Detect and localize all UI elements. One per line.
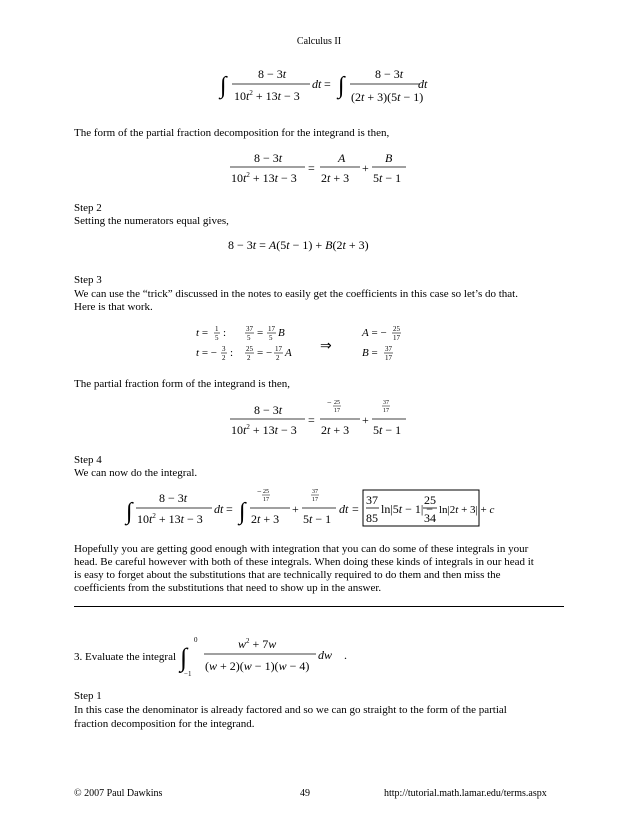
svg-text:w2 + 7w: $w^2 + 7w$ — [238, 637, 277, 651]
svg-text:17: 17 — [334, 408, 340, 414]
equation-trick-work — [196, 322, 436, 364]
svg-text:8 − 3t = A(5t − 1) + B(2t + 3): 8 − 3t = A(5t − 1) + B(2t + 3) — [228, 238, 369, 252]
svg-text:−: − — [327, 398, 332, 407]
eq1-denominator: $10t^2 + 13t - 3$ — [234, 89, 300, 103]
eq1-denominator-factored: (2t + 3)(5t − 1) — [351, 90, 424, 104]
svg-text:17: 17 — [312, 497, 318, 503]
svg-text:17: 17 — [385, 354, 392, 362]
footer-page-number: 49 — [300, 788, 310, 799]
svg-text:B =: B = — [362, 347, 378, 359]
svg-text:5t − 1: 5t − 1 — [303, 512, 332, 526]
svg-text:−1: −1 — [184, 670, 192, 678]
svg-text:−: − — [257, 487, 262, 496]
svg-text:dt: dt — [214, 502, 224, 516]
svg-text:dt: dt — [339, 502, 349, 516]
problem3-prefix: 3. Evaluate the integral — [74, 651, 177, 663]
step3-line1: We can use the “trick” discussed in the notes to easily get the coefficients in this case so let’s do that. — [74, 288, 518, 300]
svg-text::: : — [223, 327, 227, 339]
svg-text:37: 37 — [383, 400, 389, 406]
svg-text:17: 17 — [263, 497, 269, 503]
svg-text:2: 2 — [276, 354, 280, 362]
step2-label: Step 2 — [74, 202, 102, 214]
svg-text:5: 5 — [215, 334, 219, 342]
svg-text:ln|5t − 1| −: ln|5t − 1| − — [381, 502, 434, 516]
eq1-numerator: 8 − 3t — [258, 67, 287, 81]
svg-text:3: 3 — [222, 345, 226, 353]
svg-text:1: 1 — [215, 325, 219, 333]
footer-url[interactable]: http://tutorial.math.lamar.edu/terms.aspx — [384, 788, 547, 799]
step1-label: Step 1 — [74, 690, 102, 702]
svg-text:2: 2 — [247, 354, 251, 362]
svg-text:8 − 3t: 8 − 3t — [254, 151, 283, 165]
closing-line-3: is easy to forget about the substitutions that are technically required to do them and then miss the — [74, 569, 501, 581]
footer-copyright: © 2007 Paul Dawkins — [74, 788, 163, 799]
svg-text:∫: ∫ — [126, 499, 133, 525]
svg-text:8 − 3t: 8 − 3t — [375, 67, 404, 81]
svg-text:=: = — [352, 502, 359, 516]
svg-text:⇒: ⇒ — [320, 339, 332, 354]
svg-text:A = −: A = − — [362, 327, 387, 339]
svg-text:34: 34 — [424, 511, 436, 525]
section-divider — [74, 606, 564, 607]
step4-text: We can now do the integral. — [74, 467, 198, 479]
svg-text:=: = — [308, 413, 315, 427]
svg-text:5t − 1: 5t − 1 — [373, 171, 402, 185]
svg-text:=: = — [257, 327, 264, 339]
svg-text:∫: ∫ — [338, 73, 345, 99]
step3-label: Step 3 — [74, 274, 102, 286]
svg-text:B: B — [385, 151, 393, 165]
step2-text: Setting the numerators equal gives, — [74, 215, 229, 227]
svg-text:25: 25 — [334, 400, 340, 406]
equation-final-integral — [126, 486, 495, 530]
paragraph-form-of-decomposition: The form of the partial fraction decomposition for the integrand is then, — [74, 127, 390, 139]
svg-text:∫: ∫ — [180, 643, 188, 672]
svg-text:8 − 3t: 8 − 3t — [254, 403, 283, 417]
svg-text:8 − 3t: 8 − 3t — [159, 491, 188, 505]
svg-text:+: + — [362, 413, 369, 427]
svg-text:10t2 + 13t − 3: $10t^2 + 13t - 3$ — [231, 171, 297, 185]
step1-line1: In this case the denominator is already factored and so we can go straight to the form of the partial — [74, 704, 507, 716]
svg-text:ln|2t + 3| + c: ln|2t + 3| + c — [439, 504, 495, 516]
svg-text:5: 5 — [247, 334, 251, 342]
svg-text:.: . — [344, 648, 347, 662]
svg-text:37: 37 — [366, 493, 378, 507]
svg-text:2: 2 — [222, 354, 226, 362]
svg-text:2t + 3: 2t + 3 — [251, 512, 280, 526]
svg-text:25: 25 — [263, 489, 269, 495]
svg-text:17: 17 — [383, 408, 389, 414]
svg-text:=: = — [226, 502, 233, 516]
svg-text:A: A — [285, 347, 292, 359]
svg-text:(w + 2)(w − 1)(w − 4): (w + 2)(w − 1)(w − 4) — [205, 659, 310, 673]
svg-text:10t2 + 13t − 3: $10t^2 + 13t - 3$ — [137, 512, 203, 526]
equation-numerators — [226, 234, 426, 256]
svg-text:17: 17 — [268, 325, 275, 333]
step4-label: Step 4 — [74, 454, 102, 466]
svg-text:+: + — [292, 502, 299, 516]
svg-text:37: 37 — [385, 345, 392, 353]
paragraph-partial-fraction-form: The partial fraction form of the integrand is then, — [74, 378, 290, 390]
svg-text:A: A — [338, 151, 346, 165]
svg-text:2t + 3: 2t + 3 — [321, 423, 350, 437]
svg-text::: : — [230, 347, 234, 359]
equation-problem3-integral — [180, 632, 360, 678]
svg-text:25: 25 — [424, 493, 436, 507]
svg-text:=: = — [324, 77, 331, 91]
svg-text:17: 17 — [393, 334, 400, 342]
svg-text:5t − 1: 5t − 1 — [373, 423, 402, 437]
svg-text:B: B — [278, 327, 285, 339]
closing-line-4: coefficients from the substitutions that need to show up in the answer. — [74, 582, 382, 594]
svg-text:85: 85 — [366, 511, 378, 525]
svg-text:= −: = − — [257, 347, 273, 359]
svg-text:10t2 + 13t − 3: $10t^2 + 13t - 3$ — [231, 423, 297, 437]
step1-line2: fraction decomposition for the integrand. — [74, 718, 255, 730]
closing-line-1: Hopefully you are getting good enough with integration that you can do some of these integrals in your — [74, 543, 529, 555]
svg-text:37: 37 — [246, 325, 253, 333]
svg-text:0: 0 — [194, 636, 198, 644]
svg-text:25: 25 — [393, 325, 400, 333]
equation-partial-fraction-values — [228, 398, 408, 440]
page-header: Calculus II — [296, 36, 342, 47]
svg-text:17: 17 — [275, 345, 282, 353]
svg-text:25: 25 — [246, 345, 253, 353]
svg-text:5: 5 — [269, 334, 273, 342]
integral-sign: ∫ — [220, 73, 227, 99]
closing-line-2: head. Be careful however with both of these integrals. When doing these kinds of integrals in our head it — [74, 556, 534, 568]
svg-text:dt: dt — [312, 77, 322, 91]
svg-text:37: 37 — [312, 489, 318, 495]
svg-text:=: = — [308, 161, 315, 175]
svg-text:∫: ∫ — [239, 499, 246, 525]
svg-text:dw: dw — [318, 648, 333, 662]
equation-partial-fraction-form — [228, 148, 408, 188]
svg-text:t = −: t = − — [196, 347, 217, 359]
svg-text:2t + 3: 2t + 3 — [321, 171, 350, 185]
svg-text:dt: dt — [418, 77, 428, 91]
step3-line2: Here is that work. — [74, 301, 153, 313]
svg-text:+: + — [362, 161, 369, 175]
equation-integral-factored — [220, 60, 430, 112]
svg-text:t =: t = — [196, 327, 209, 339]
